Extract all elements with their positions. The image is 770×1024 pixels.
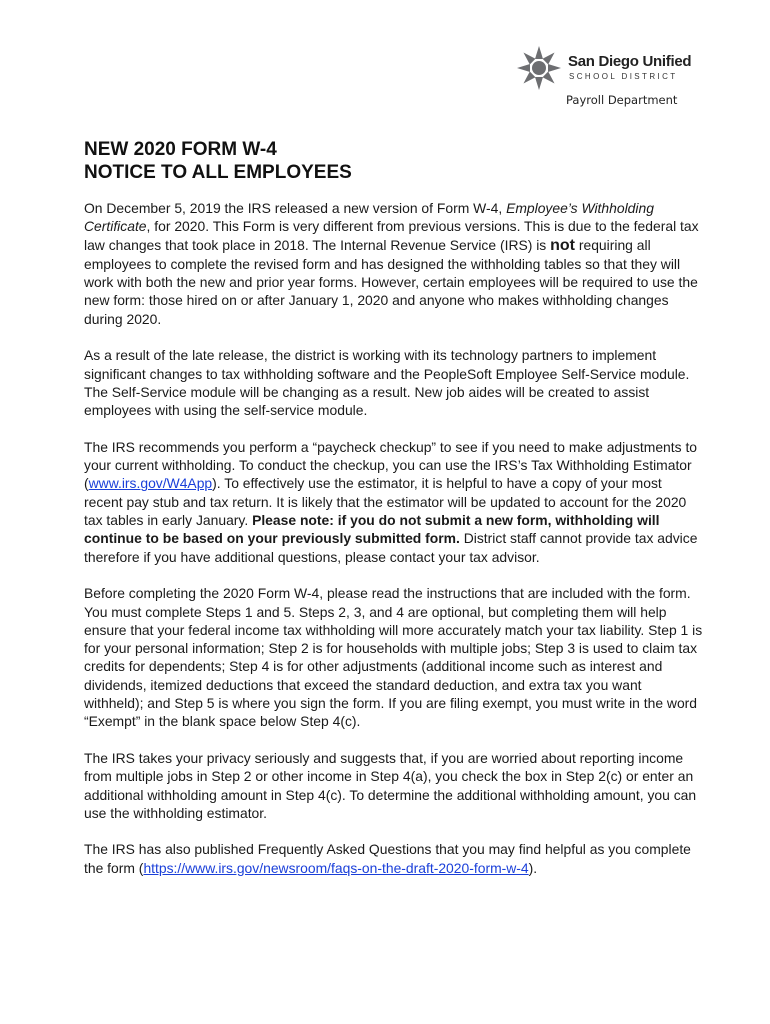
paragraph-faq bbox=[84, 840, 704, 877]
please-note-bold: Please note: if you do not submit a new form, withholding will continue to be based on your previously submitted form. bbox=[84, 512, 660, 547]
p3-text-b: ). To effectively use the estimator, it is helpful to have a copy of your most recent pay stub and tax return. It is likely that the estimator will be updated to account for the 2020 tax tables in early January. bbox=[84, 475, 687, 529]
p1-text-a: On December 5, 2019 the IRS released a new version of Form W-4, bbox=[84, 200, 507, 216]
paragraph-instructions: Before completing the 2020 Form W-4, please read the instructions that are included with the form. You must complete Steps 1 and 5. Steps 2, 3, and 4 are optional, but completing them will help ensure that your federal income tax withholding will more accurately match your tax liability. Step 1 is for your personal information; Step 2 is for households with multiple jobs; Step 3 is used to claim tax credits for dependents; Step 4 is for other adjustments (additional income such as interest and dividends, itemized deductions that exceed the standard deduction, and extra tax you want withheld); and Step 5 is where you sign the form. If you are filing exempt, you must write in the word “Exempt” in the blank space below Step 4(c). bbox=[84, 585, 703, 730]
district-logo bbox=[516, 44, 716, 96]
emphasis-not: not bbox=[550, 236, 575, 254]
title-line-1: NEW 2020 FORM W-4 bbox=[84, 139, 277, 160]
notice-body bbox=[84, 199, 704, 895]
w4app-link[interactable]: www.irs.gov/W4App bbox=[88, 475, 213, 492]
p1-text-e: requiring all employees to complete the revised form and has designed the withholding tables so that they will work with both the new and prior year forms. However, certain employees will be required to use the new form: those hired on or after January 1, 2020 and anyone who makes withholding changes during 2020. bbox=[84, 236, 698, 327]
p3-text-c: District staff cannot provide tax advice therefore if you have additional questions, please contact your tax advisor. bbox=[84, 530, 698, 565]
p1-text-c: , for 2020. This Form is very different from previous versions. This is due to the federal tax law changes that took place in 2018. The Internal Revenue Service (IRS) is bbox=[84, 218, 699, 253]
department-label: Payroll Department bbox=[566, 93, 678, 107]
paragraph-paycheck-checkup bbox=[84, 438, 704, 566]
paragraph-release bbox=[84, 199, 704, 328]
logo-subtitle: SCHOOL DISTRICT bbox=[569, 72, 678, 81]
logo-title: San Diego Unified bbox=[568, 53, 692, 70]
form-name-italic: Employee’s Withholding Certificate bbox=[84, 200, 654, 235]
paragraph-privacy: The IRS takes your privacy seriously and suggests that, if you are worried about reporting income from multiple jobs in Step 2 or other income in Step 4(a), you check the box in Step 2(c) or enter an additional withholding amount in Step 4(c). To determine the additional withholding amount, you can use the withholding estimator. bbox=[84, 749, 697, 821]
p3-text-a: The IRS recommends you perform a “paycheck checkup” to see if you need to make adjustments to your current withholding. To conduct the checkup, you can use the IRS’s Tax Withholding Estimator ( bbox=[84, 438, 698, 492]
star-burst-icon bbox=[516, 44, 562, 92]
notice-title bbox=[84, 138, 704, 184]
faq-link[interactable]: https://www.irs.gov/newsroom/faqs-on-the-draft-2020-form-w-4 bbox=[143, 859, 529, 876]
paragraph-late-release: As a result of the late release, the district is working with its technology partners to implement significant changes to tax withholding software and the PeopleSoft Employee Self-Service module. The Self-Service module will be changing as a result. New job aides will be created to assist employees with using the self-service module. bbox=[84, 347, 690, 419]
title-line-2: NOTICE TO ALL EMPLOYEES bbox=[84, 162, 352, 183]
p6-text-a: The IRS has also published Frequently Asked Questions that you may find helpful as you complete the form ( bbox=[84, 841, 691, 876]
p6-text-b: ). bbox=[528, 859, 538, 876]
